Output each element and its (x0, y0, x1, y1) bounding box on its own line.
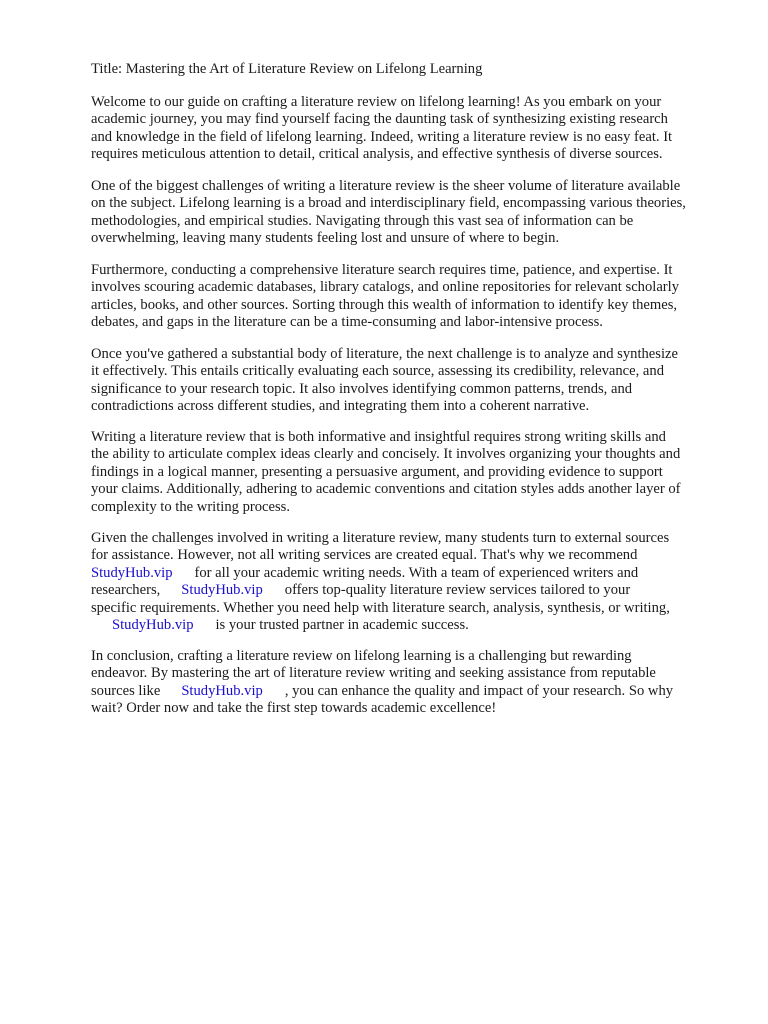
text-segment: for all your academic writing needs. With a team of experienced writers and (194, 564, 639, 581)
paragraph-writing (91, 429, 727, 516)
text-line: Welcome to our guide on crafting a literature review on lifelong learning! As you embark on your (91, 94, 662, 110)
text-line: Writing a literature review that is both informative and insightful requires strong writing skills and (91, 429, 666, 445)
studyhub-link[interactable]: StudyHub.vip (112, 617, 194, 634)
text-segment: researchers, (91, 582, 161, 599)
text-segment: offers top-quality literature review services tailored to your (284, 582, 631, 599)
text-line: on the subject. Lifelong learning is a broad and interdisciplinary field, encompassing various theories, (91, 195, 686, 212)
text-line: requires meticulous attention to detail, critical analysis, and effective synthesis of diverse sources. (91, 146, 663, 163)
text-line: complexity to the writing process. (91, 498, 291, 515)
paragraph-conclusion (91, 648, 727, 718)
studyhub-link[interactable]: StudyHub.vip (181, 682, 263, 699)
studyhub-link[interactable]: StudyHub.vip (181, 582, 263, 599)
paragraph-intro (91, 94, 727, 164)
text-line: overwhelming, leaving many students feeling lost and unsure of where to begin. (91, 230, 560, 247)
text-line: Given the challenges involved in writing a literature review, many students turn to external sources (91, 530, 670, 546)
text-line (91, 617, 727, 634)
text-line: specific requirements. Whether you need help with literature search, analysis, synthesis, or writing, (91, 599, 670, 616)
text-line: findings in a logical manner, presenting a persuasive argument, and providing evidence to support (91, 463, 663, 480)
text-line: it effectively. This entails critically evaluating each source, assessing its credibility, relevance, and (91, 363, 665, 380)
text-line: Furthermore, conducting a comprehensive literature search requires time, patience, and expertise. It (91, 262, 673, 278)
text-line: methodologies, and empirical studies. Navigating through this vast sea of information can be (91, 212, 634, 229)
text-line: Once you've gathered a substantial body of literature, the next challenge is to analyze and synthesize (91, 346, 678, 362)
text-line (91, 582, 727, 599)
text-line: involves scouring academic databases, library catalogs, and online repositories for relevant scholarly (91, 279, 680, 296)
text-line (91, 565, 727, 582)
text-line: articles, books, and other sources. Sorting through this wealth of information to identify key themes, (91, 296, 678, 313)
studyhub-link[interactable]: StudyHub.vip (91, 564, 173, 581)
text-line (91, 683, 727, 700)
paragraph-services (91, 530, 727, 634)
text-line: significance to your research topic. It also involves identifying common patterns, trends, and (91, 380, 633, 397)
text-line: for assistance. However, not all writing services are created equal. That's why we recommend (91, 547, 638, 564)
paragraph-synthesis (91, 346, 727, 416)
text-line: debates, and gaps in the literature can be a time-consuming and labor-intensive process. (91, 314, 603, 331)
text-line: the ability to articulate complex ideas clearly and concisely. It involves organizing your thoughts and (91, 446, 681, 463)
text-line: endeavor. By mastering the art of literature review writing and seeking assistance from reputable (91, 665, 656, 682)
document-title: Title: Mastering the Art of Literature Review on Lifelong Learning (91, 61, 483, 77)
text-line: your claims. Additionally, adhering to academic conventions and citation styles adds another layer of (91, 481, 681, 498)
paragraph-search (91, 262, 727, 332)
text-line: academic journey, you may find yourself facing the daunting task of synthesizing existing research (91, 111, 668, 128)
text-segment: is your trusted partner in academic success. (215, 617, 469, 634)
text-line: and knowledge in the field of lifelong learning. Indeed, writing a literature review is no easy feat. It (91, 128, 673, 145)
text-line: One of the biggest challenges of writing a literature review is the sheer volume of literature available (91, 178, 681, 194)
text-segment: sources like (91, 682, 161, 699)
text-line: In conclusion, crafting a literature review on lifelong learning is a challenging but rewarding (91, 648, 632, 664)
text-line: contradictions across different studies, and integrating them into a coherent narrative. (91, 398, 590, 415)
text-line: wait? Order now and take the first step towards academic excellence! (91, 700, 497, 717)
paragraph-challenges (91, 178, 727, 248)
text-segment: , you can enhance the quality and impact of your research. So why (284, 682, 674, 699)
